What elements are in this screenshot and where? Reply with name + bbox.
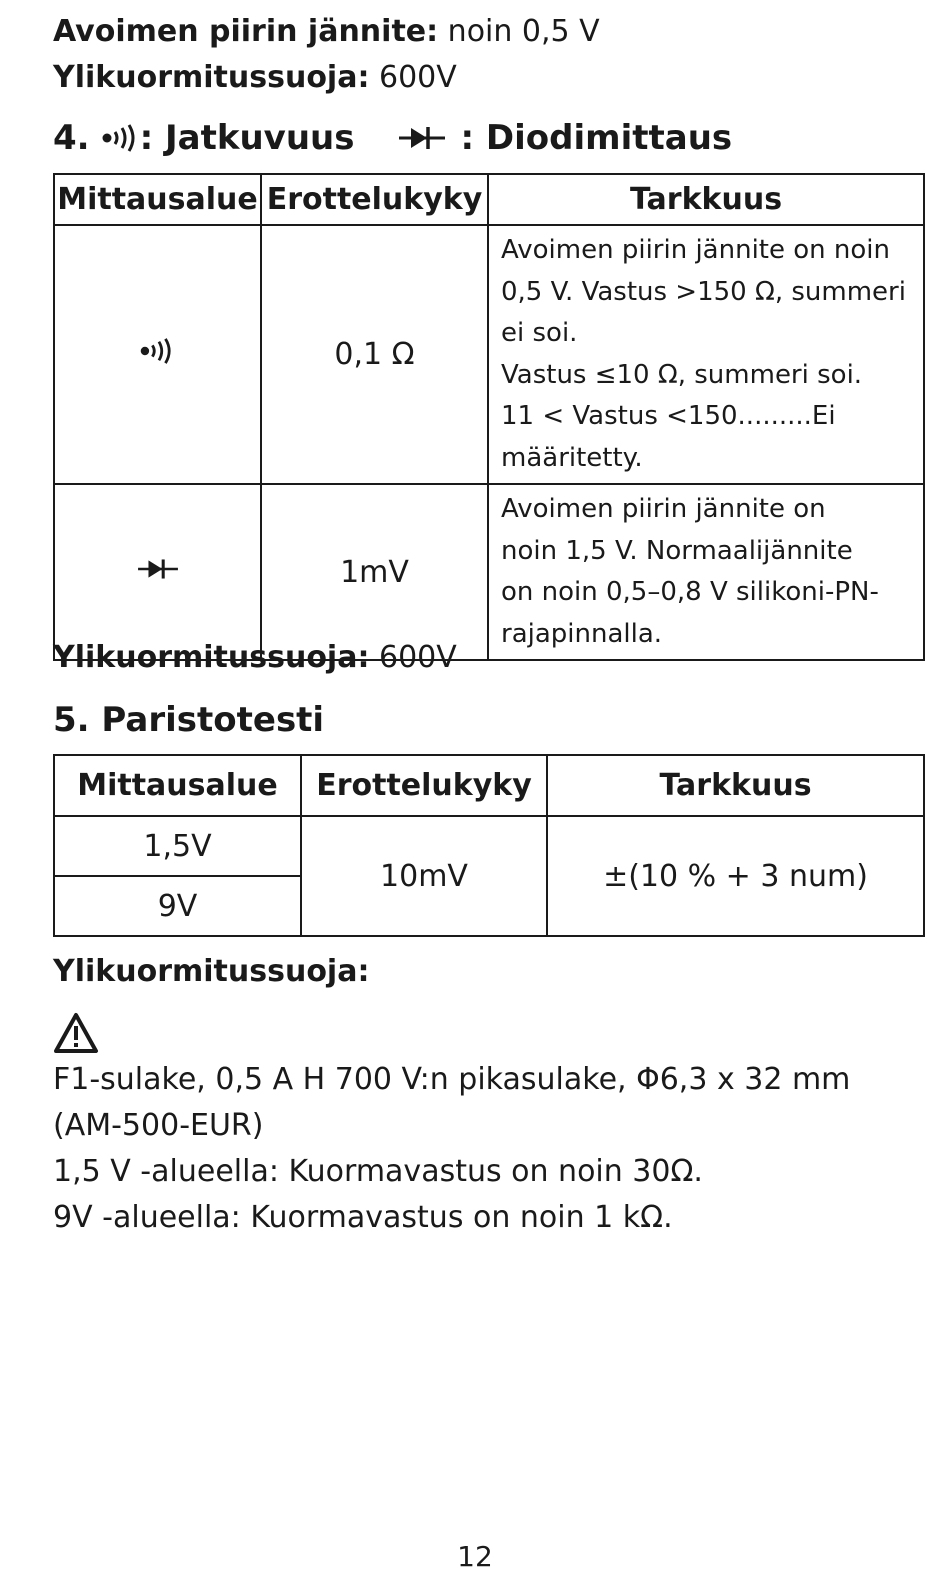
overload-protection-line	[53, 954, 369, 989]
accuracy-cell	[488, 225, 924, 484]
load-resistance-1-5v: 1,5 V -alueella: Kuormavastus on noin 30Ω.	[53, 1154, 703, 1189]
header-resolution: Erottelukyky	[261, 174, 488, 225]
accuracy-line: 0,5 V. Vastus >150 Ω, summeri	[501, 276, 906, 307]
accuracy-line: Avoimen piirin jännite on noin	[501, 235, 890, 265]
page-number: 12	[457, 1540, 493, 1573]
overload-protection-line	[53, 60, 457, 95]
header-range: Mittausalue	[54, 755, 301, 816]
section-number: 4.	[53, 118, 90, 158]
load-resistance-9v: 9V -alueella: Kuormavastus on noin 1 kΩ.	[53, 1200, 673, 1235]
open-circuit-voltage-line	[53, 14, 600, 49]
range-cell: 1,5V	[54, 816, 301, 876]
header-accuracy: Tarkkuus	[547, 755, 924, 816]
resolution-cell: 10mV	[301, 816, 547, 936]
range-cell	[54, 484, 261, 660]
accuracy-line: noin 1,5 V. Normaalijännite	[501, 535, 853, 566]
resolution-cell: 1mV	[261, 484, 488, 660]
open-circuit-value: noin 0,5 V	[438, 14, 600, 49]
diode-title: : Diodimittaus	[460, 118, 733, 158]
range-cell: 9V	[54, 876, 301, 936]
accuracy-cell: ±(10 % + 3 num)	[547, 816, 924, 936]
table-header-row	[54, 174, 924, 225]
diode-icon	[399, 123, 445, 153]
overload-label: Ylikuormitussuoja:	[53, 640, 370, 675]
continuity-diode-table	[53, 173, 925, 661]
section-5-heading	[53, 700, 324, 740]
diode-icon	[137, 555, 179, 590]
accuracy-line: Avoimen piirin jännite on	[501, 494, 826, 524]
accuracy-line: on noin 0,5–0,8 V silikoni-PN-	[501, 577, 879, 607]
table-row-diode	[54, 484, 924, 660]
range-cell	[54, 225, 261, 484]
table-header-row	[54, 755, 924, 816]
overload-label: Ylikuormitussuoja:	[53, 60, 370, 95]
battery-test-table	[53, 754, 925, 937]
accuracy-line: Vastus ≤10 Ω, summeri soi.	[501, 359, 863, 390]
overload-label: Ylikuormitussuoja:	[53, 954, 370, 989]
fuse-spec-line: F1-sulake, 0,5 A H 700 V:n pikasulake, Φ6,3 x 32 mm	[53, 1062, 851, 1097]
resolution-cell: 0,1 Ω	[261, 225, 488, 484]
continuity-beeper-icon	[140, 337, 176, 373]
open-circuit-label: Avoimen piirin jännite:	[53, 14, 439, 49]
continuity-title: : Jatkuvuus	[139, 118, 355, 158]
header-range: Mittausalue	[54, 174, 261, 225]
fuse-model-line: (AM-500-EUR)	[53, 1108, 264, 1143]
continuity-beeper-icon	[102, 123, 140, 153]
table-row-continuity	[54, 225, 924, 484]
accuracy-line: rajapinnalla.	[501, 618, 663, 649]
overload-value: 600V	[369, 640, 457, 675]
accuracy-line: määritetty.	[501, 442, 643, 473]
header-accuracy: Tarkkuus	[488, 174, 924, 225]
overload-value: 600V	[369, 60, 457, 95]
header-resolution: Erottelukyky	[301, 755, 547, 816]
overload-protection-line	[53, 640, 457, 675]
accuracy-cell	[488, 484, 924, 660]
accuracy-line: ei soi.	[501, 318, 578, 348]
warning-triangle-icon	[53, 1012, 99, 1058]
section-4-heading	[53, 118, 732, 158]
section-title: 5. Paristotesti	[53, 700, 325, 740]
table-row	[54, 816, 924, 876]
accuracy-line: 11 < Vastus <150.........Ei	[501, 401, 836, 431]
